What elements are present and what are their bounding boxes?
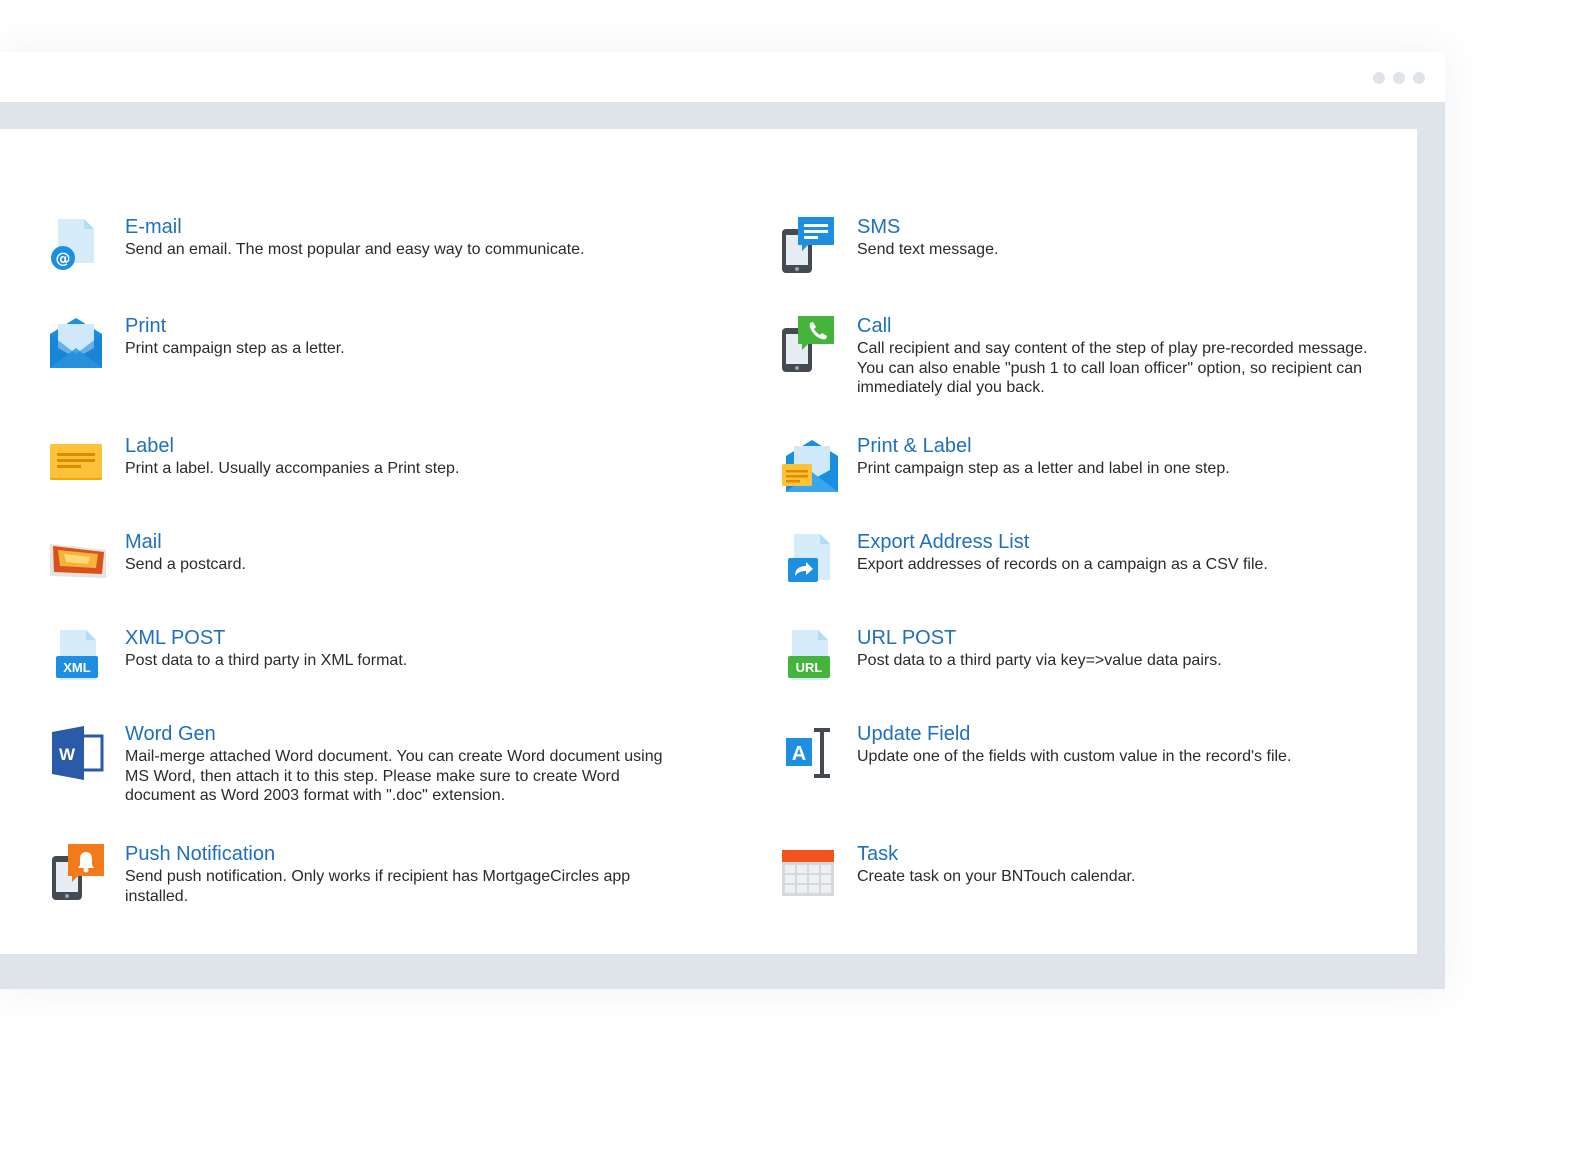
envelope-print-icon	[50, 314, 110, 374]
postcard-icon	[50, 530, 110, 590]
app-window	[0, 52, 1445, 989]
step-type-title[interactable]: Print	[125, 315, 167, 337]
update-field-icon	[782, 722, 842, 782]
step-type-title[interactable]: Mail	[125, 531, 162, 553]
step-type-title[interactable]: URL POST	[857, 627, 957, 649]
window-titlebar	[0, 52, 1445, 102]
step-type-description: Post data to a third party via key=>value data pairs.	[857, 652, 1222, 669]
step-type-title[interactable]: Call	[857, 315, 892, 337]
step-type-description: Call recipient and say content of the step of play pre-recorded message. You can also enable "push 1 to call loan officer" option, so recipient can immediately dial you back.	[857, 340, 1368, 396]
campaign-step-types-panel	[0, 129, 1417, 954]
svg-text:@: @	[55, 249, 71, 268]
print-label-icon	[782, 434, 842, 494]
xml-file-icon	[50, 626, 110, 686]
export-address-icon	[782, 530, 842, 590]
step-type-description: Print a label. Usually accompanies a Print step.	[125, 460, 460, 477]
call-phone-icon	[782, 314, 842, 374]
field-badge: A	[791, 743, 807, 765]
push-notification-icon	[50, 842, 110, 902]
step-type-description: Print campaign step as a letter.	[125, 340, 345, 357]
step-type-title[interactable]: SMS	[857, 216, 901, 238]
window-dot-icon[interactable]	[1413, 72, 1425, 84]
step-type-title[interactable]: Push Notification	[125, 843, 276, 865]
step-type-title[interactable]: Update Field	[857, 723, 971, 745]
step-type-description: Send push notification. Only works if recipient has MortgageCircles app installed.	[125, 868, 631, 905]
email-icon	[50, 215, 110, 275]
step-type-description: Update one of the fields with custom value in the record's file.	[857, 748, 1292, 765]
label-icon	[50, 434, 110, 494]
window-dot-icon[interactable]	[1373, 72, 1385, 84]
step-type-title[interactable]: E-mail	[125, 216, 182, 238]
word-document-icon	[50, 722, 110, 782]
xml-badge: XML	[63, 660, 91, 675]
word-badge: W	[58, 745, 76, 764]
window-controls	[1373, 72, 1425, 84]
window-dot-icon[interactable]	[1393, 72, 1405, 84]
step-type-title[interactable]: Task	[857, 843, 899, 865]
step-type-title[interactable]: XML POST	[125, 627, 226, 649]
step-type-description: Export addresses of records on a campaign as a CSV file.	[857, 556, 1268, 573]
step-type-description: Send text message.	[857, 241, 999, 258]
step-type-description: Mail-merge attached Word document. You can create Word document using MS Word, then attach it to this step. Please make sure to create Word document as Word 2003 format with ".doc" extension.	[125, 748, 663, 804]
task-calendar-icon	[782, 842, 842, 902]
step-type-description: Post data to a third party in XML format.	[125, 652, 408, 669]
url-file-icon	[782, 626, 842, 686]
step-type-description: Create task on your BNTouch calendar.	[857, 868, 1136, 885]
url-badge: URL	[795, 660, 823, 675]
step-type-description: Print campaign step as a letter and label in one step.	[857, 460, 1230, 477]
step-type-title[interactable]: Label	[125, 435, 174, 457]
step-type-description: Send a postcard.	[125, 556, 246, 573]
step-type-description: Send an email. The most popular and easy way to communicate.	[125, 241, 585, 258]
sms-phone-icon	[782, 215, 842, 275]
step-type-title[interactable]: Export Address List	[857, 531, 1030, 553]
step-type-title[interactable]: Print & Label	[857, 435, 972, 457]
step-type-title[interactable]: Word Gen	[125, 723, 216, 745]
